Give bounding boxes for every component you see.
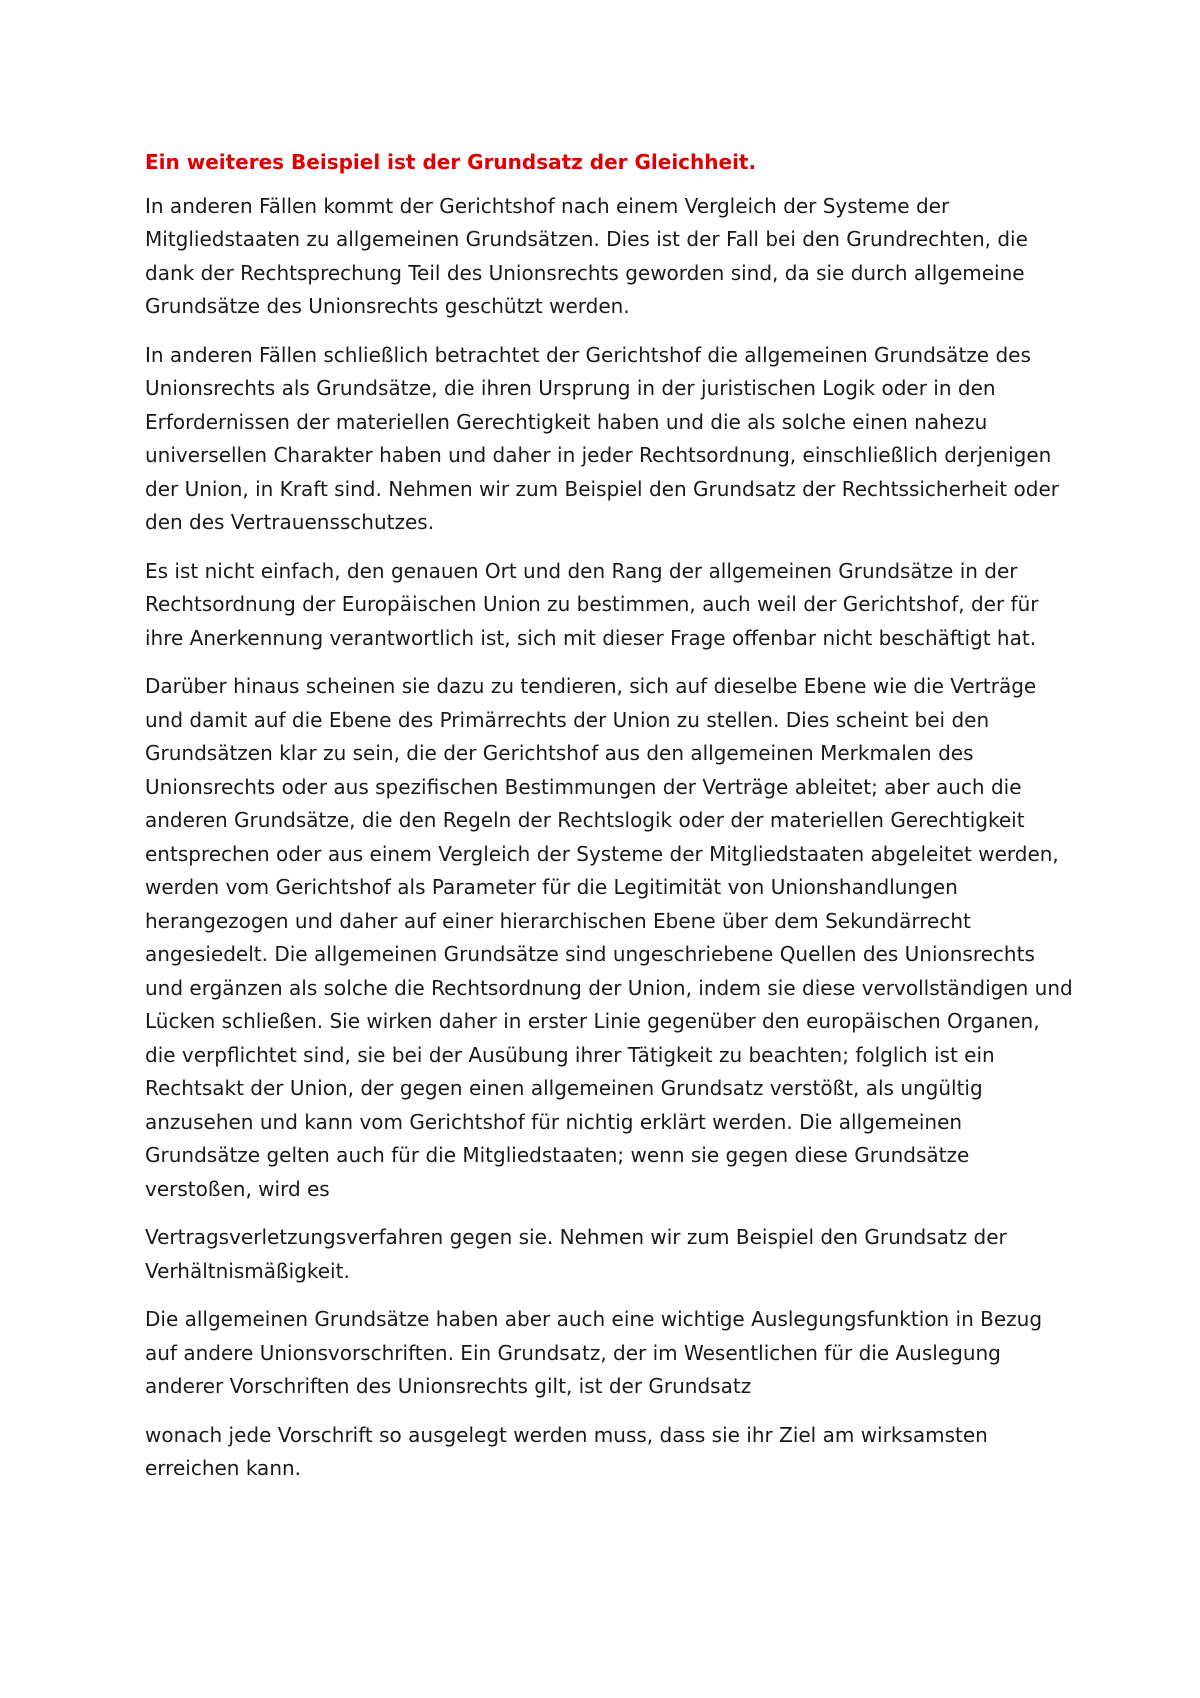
paragraph-6: Die allgemeinen Grundsätze haben aber auch eine wichtige Auslegungsfunktion in Bezug auf andere Unionsvorschriften. Ein Grundsatz, der im Wesentlichen für die Auslegung anderer Vorschriften des Unionsrechts gilt, ist der Grundsatz xyxy=(145,1307,1043,1398)
paragraph-1: In anderen Fällen kommt der Gerichtshof nach einem Vergleich der Systeme der Mitgliedstaaten zu allgemeinen Grundsätzen. Dies ist der Fall bei den Grundrechten, die dank der Rechtsprechung Teil des Unionsrechts geworden sind, da sie durch allgemeine Grundsätze des Unionsrechts geschützt werden. xyxy=(145,193,1028,318)
paragraph-2: In anderen Fällen schließlich betrachtet der Gerichtshof die allgemeinen Grundsätze des Unionsrechts als Grundsätze, die ihren Ursprung in der juristischen Logik oder in den Erfordernissen der materiellen Gerechtigkeit haben und die als solche einen nahezu universellen Charakter haben und daher in jeder Rechtsordnung, einschließlich derjenigen der Union, in Kraft sind. Nehmen wir zum Beispiel den Grundsatz der Rechtssicherheit oder den des Vertrauensschutzes. xyxy=(145,342,1059,534)
paragraph-3: Es ist nicht einfach, den genauen Ort und den Rang der allgemeinen Grundsätze in der Rechtsordnung der Europäischen Union zu bestimmen, auch weil der Gerichtshof, der für ihre Anerkennung verantwortlich ist, sich mit dieser Frage offenbar nicht beschäftigt hat. xyxy=(145,558,1039,650)
document-body xyxy=(145,146,1075,1501)
paragraph-4: Darüber hinaus scheinen sie dazu zu tendieren, sich auf dieselbe Ebene wie die Verträge und damit auf die Ebene des Primärrechts der Union zu stellen. Dies scheint bei den Grundsätzen klar zu sein, die der Gerichtshof aus den allgemeinen Merkmalen des Unionsrechts oder aus spezifischen Bestimmungen der Verträge ableitet; aber auch die anderen Grundsätze, die den Regeln der Rechtslogik oder der materiellen Gerechtigkeit entsprechen oder aus einem Vergleich der Systeme der Mitgliedstaaten abgeleitet werden, werden vom Gerichtshof als Parameter für die Legitimität von Unionshandlungen herangezogen und daher auf einer hierarchischen Ebene über dem Sekundärrecht angesiedelt. Die allgemeinen Grundsätze sind ungeschriebene Quellen des Unionsrechts und ergänzen als solche die Rechtsordnung der Union, indem sie diese vervollständigen und Lücken schließen. Sie wirken daher in erster Linie gegenüber den europäischen Organen, die verpflichtet sind, sie bei der Ausübung ihrer Tätigkeit zu beachten; folglich ist ein Rechtsakt der Union, der gegen einen allgemeinen Grundsatz verstößt, als ungültig anzusehen und kann vom Gerichtshof für nichtig erklärt werden. Die allgemeinen Grundsätze gelten auch für die Mitgliedstaaten; wenn sie gegen diese Grundsätze verstoßen, wird es xyxy=(145,674,1073,1201)
document-heading: Ein weiteres Beispiel ist der Grundsatz der Gleichheit. xyxy=(145,150,757,174)
paragraph-5: Vertragsverletzungsverfahren gegen sie. Nehmen wir zum Beispiel den Grundsatz der Verhältnismäßigkeit. xyxy=(145,1225,1007,1283)
paragraph-7: wonach jede Vorschrift so ausgelegt werden muss, dass sie ihr Ziel am wirksamsten erreichen kann. xyxy=(145,1422,988,1480)
